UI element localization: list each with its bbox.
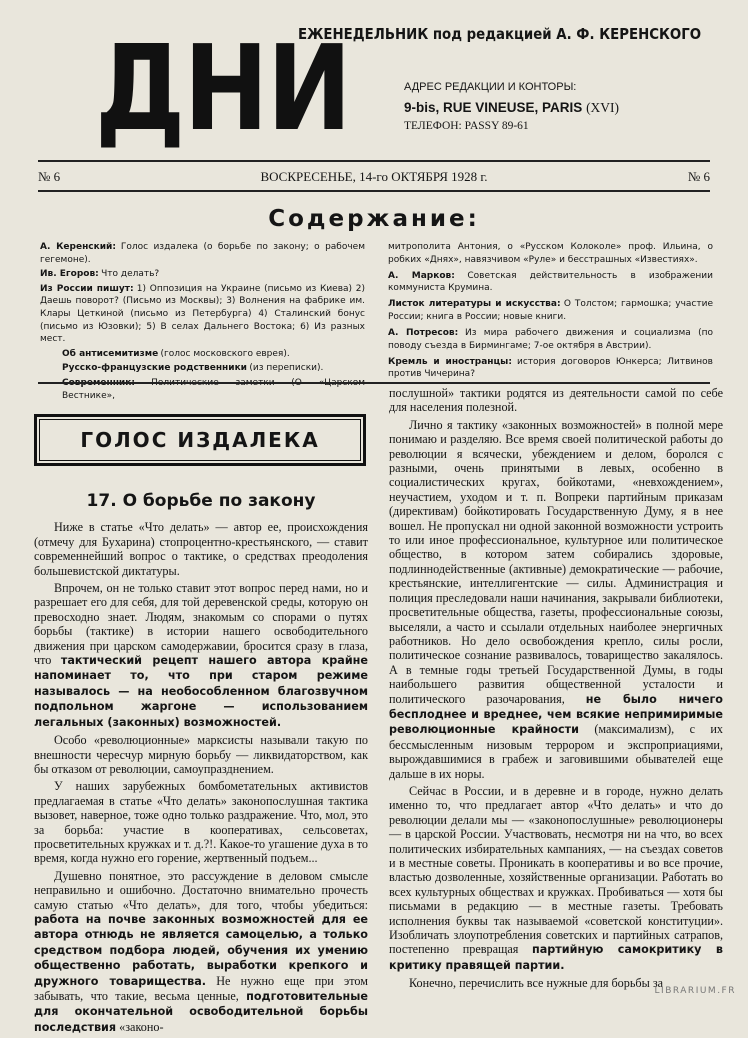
paragraph: Лично я тактику «законных возможностей» в полной мере понимаю и разделяю. Все время своей политической работы до революции я всячески, убеждением и делом, боролся с разными, очень принятыми в левых, особенно в социалистических кругах, бойкотами, «невхождением», неучастием, уходом и т. п. Вопреки партийным приказам (директивам) бойкотировать Государственную Думу, я в нее вошел. Не пропускал ни одной законной возможности устроить то или иное профессиональное, культурное или политическое общество, в котором затем собирались здоровые, подлиннодейственные (активные) демократические — рабочие, крестьянские, интеллигентские — силы. Администрация и полиция преследовали наши начинания, закрывали библиотеки, просветительные общества, газеты, профессиональные союзы, выселяли, а часто и ссылали отдельных наиболее энергичных работников. Но дело освобождения крепло, силы росли, политическое сознание развивалось, товарищество закалялось. А в темные годы третьей Государственной Думы, в годы наибольшего развития общественной усталости и политического разочарования, не было ничего бесплоднее и вреднее, чем всякие непримиримые революционные крайности (максимализм), с их бессмысленным низовым террором и экспроприациями, вырождавшимися в грабеж и заговившими обывателей еще дальше в их норы.: [389, 417, 723, 781]
paragraph: Сейчас в России, и в деревне и в городе, нужно делать именно то, что предлагает автор «Что делать» и что до революции делали мы — «законопослушные» революционеры — в царской России. Участвовать, несмотря ни на что, во всех политических избирательных кампаниях, — на съездах советов и в местные советы. Проникать в кооперативы и во все прочие, властью дозволенные, хозяйственные организации. Работать во всех культурных обществах и кружках. Пробиваться — хотя бы письмами в редакцию — в местные газеты. Требовать исполнения буквы так называемой «советской конституции». Изобличать злоупотребления советских и партийных сатрапов, постепенно превращая партийную самокритику в критику правящей партии.: [389, 783, 723, 972]
watermark: LIBRARIUM.FR: [654, 986, 736, 996]
issue-number-left: № 6: [38, 169, 61, 184]
toc-item: А. Потресов: Из мира рабочего движения и социализма (по поводу съезда в Бирмингаме; 7-ое октября в Австрии).: [388, 328, 713, 351]
issue-rule: [38, 190, 710, 192]
toc-item: Русско-французские родственники (из переписки).: [62, 363, 324, 374]
article-right-column: [389, 386, 723, 994]
paragraph: У наших зарубежных бомбометательных активистов предлагаемая в статье «Что делать» законопослушная тактика вызовет, наверное, тоже одно только раздражение. Что, мол, это за борьба: участие в кооперативах, сельсоветах, просветительных кружках и т. д.?!. Какое-то угашение духа в то время, когда нужно его горение, жертвенный подъем...: [34, 779, 368, 866]
contents-heading: Содержание:: [268, 206, 480, 232]
toc-item: Современник: Политические заметки (О «Царском Вестнике»,: [62, 377, 365, 401]
paragraph: Ниже в статье «Что делать» — автор ее, происхождения (отмечу для Бухарина) стопроцентно-крестьянского, — ставит современнейший вопрос о тактике, о средствах преодоления большевистской диктатуры.: [34, 520, 368, 578]
toc-item: Об антисемитизме (голос московского еврея).: [62, 348, 290, 359]
paragraph: Душевно понятное, это рассуждение в деловом смысле неправильно и ошибочно. Достаточно внимательно прочесть самую статью «Что делать», для того, чтобы убедиться: работа на почве законных возможностей для ее автора отнюдь не является самоцелью, а только средством подбора людей, обучения их умению общественно работать, выработки крепкого и дружного товарищества. Не нужно еще при этом забывать, что такие, весьма ценные, подготовительные для окончательной освободительной борьбы последствия «законо-: [34, 868, 368, 1034]
contents-right-column: [388, 241, 713, 384]
paragraph: послушной» тактики родятся из деятельности самой по себе для населения полезной.: [389, 386, 723, 415]
issue-number-right: № 6: [687, 169, 710, 184]
toc-item: А. Марков: Советская действительность в изображении коммуниста Крумина.: [388, 270, 713, 294]
article-title: ГОЛОС ИЗДАЛЕКА: [34, 414, 366, 466]
newspaper-logo: ДНИ: [95, 19, 351, 157]
toc-item: митрополита Антония, о «Русском Колоколе» проф. Ильина, о робких «Днях», навязчивом «Руле» и бесстрашных «Известиях».: [388, 242, 713, 265]
top-rule: [38, 160, 710, 162]
issue-line: [38, 169, 710, 187]
article-left-column: [34, 384, 368, 1038]
masthead-tagline: ЕЖЕНЕДЕЛЬНИК под редакцией А. Ф. КЕРЕНСКОГО: [298, 25, 702, 43]
paragraph: Особо «революционные» марксисты называли такую по внешности чересчур мирную борьбу — ликвидаторством, как бы отказом от революции, самоупразднением.: [34, 733, 368, 776]
toc-item: А. Керенский: Голос издалека (о борьбе по закону; о рабочем гегемоне).: [40, 242, 365, 265]
phone-line: ТЕЛЕФОН: PASSY 89-61: [404, 120, 529, 132]
issue-date: ВОСКРЕСЕНЬЕ, 14-го ОКТЯБРЯ 1928 г.: [260, 169, 488, 184]
contents-left-column: [40, 241, 365, 404]
toc-item: Кремль и иностранцы: история договоров Юнкерса; Литвинов против Чичерина?: [388, 356, 713, 380]
paragraph: Впрочем, он не только ставит этот вопрос перед нами, но и разрешает его для себя, для той деревенской среды, которую он превосходно знает. Людям, знакомым со спорами о путях борьбы (тактике) в истории нашего освободительного движения при царском самодержавии, бросится сразу в глаза, что тактический рецепт нашего автора крайне напоминает то, что при старом режиме называлось — на необособленном благозвучном подпольном жаргоне — использованием легальных (законных) возможностей.: [34, 581, 368, 729]
toc-item: Из России пишут: 1) Оппозиция на Украине (письмо из Киева) 2) Даешь поворот? (Письмо из Москвы); 3) Волнения на фабрике им. Клары Цеткиной (письмо из Петербурга) 4) Сталинский бонус (письмо из Юзовки); 5) В селах Дальнего Востока; 6) Из разных мест.: [40, 283, 365, 345]
address-street: 9-bis, RUE VINEUSE, PARIS (XVI): [404, 100, 620, 115]
address-district: (XVI): [586, 100, 620, 115]
toc-item: Ив. Егоров: Что делать?: [40, 269, 160, 280]
article-subtitle: 17. О борьбе по закону: [86, 491, 316, 511]
paragraph: Конечно, перечислить все нужные для борьбы за: [409, 976, 664, 991]
address-label: АДРЕС РЕДАКЦИИ И КОНТОРЫ:: [404, 81, 577, 93]
toc-item: Листок литературы и искусства: О Толстом; гармошка; участие России; книга в России; новые книги.: [388, 299, 713, 322]
